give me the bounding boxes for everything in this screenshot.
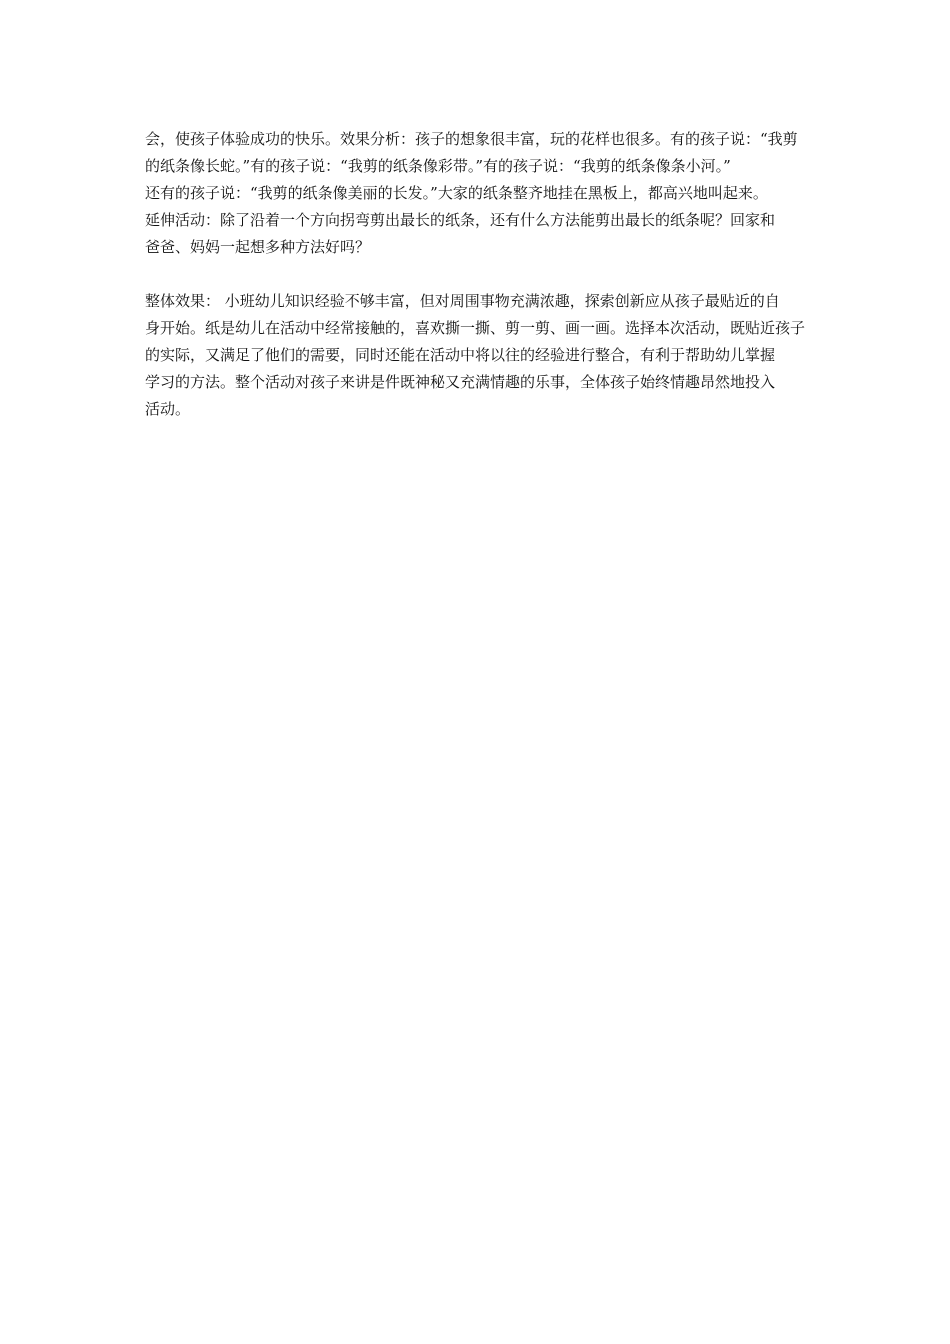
paragraph-overall-effect [145, 288, 810, 423]
document-body [145, 126, 810, 423]
text-line: 的实际，又满足了他们的需要，同时还能在活动中将以往的经验进行整合，有利于帮助幼儿掌握 [145, 346, 776, 364]
text-line: 整体效果： 小班幼儿知识经验不够丰富，但对周围事物充满浓趣，探索创新应从孩子最贴近的自 [145, 292, 780, 310]
text-line: 活动。 [145, 400, 191, 418]
text-line: 还有的孩子说：“我剪的纸条像美丽的长发。”大家的纸条整齐地挂在黑板上，都高兴地叫起来。 [145, 184, 768, 202]
text-line: 会，使孩子体验成功的快乐。效果分析：孩子的想象很丰富，玩的花样也很多。有的孩子说：“我剪 [145, 130, 798, 148]
text-line: 爸爸、妈妈一起想多种方法好吗？ [145, 238, 371, 256]
text-line: 延伸活动：除了沿着一个方向拐弯剪出最长的纸条，还有什么方法能剪出最长的纸条呢？回家和 [145, 211, 776, 229]
text-line: 学习的方法。整个活动对孩子来讲是件既神秘又充满情趣的乐事，全体孩子始终情趣昂然地投入 [145, 373, 776, 391]
text-line: 身开始。纸是幼儿在活动中经常接触的，喜欢撕一撕、剪一剪、画一画。选择本次活动，既贴近孩子 [145, 319, 806, 337]
paragraph-effect-analysis [145, 126, 810, 261]
text-line: 的纸条像长蛇。”有的孩子说：“我剪的纸条像彩带。”有的孩子说：“我剪的纸条像条小河。” [145, 157, 731, 175]
